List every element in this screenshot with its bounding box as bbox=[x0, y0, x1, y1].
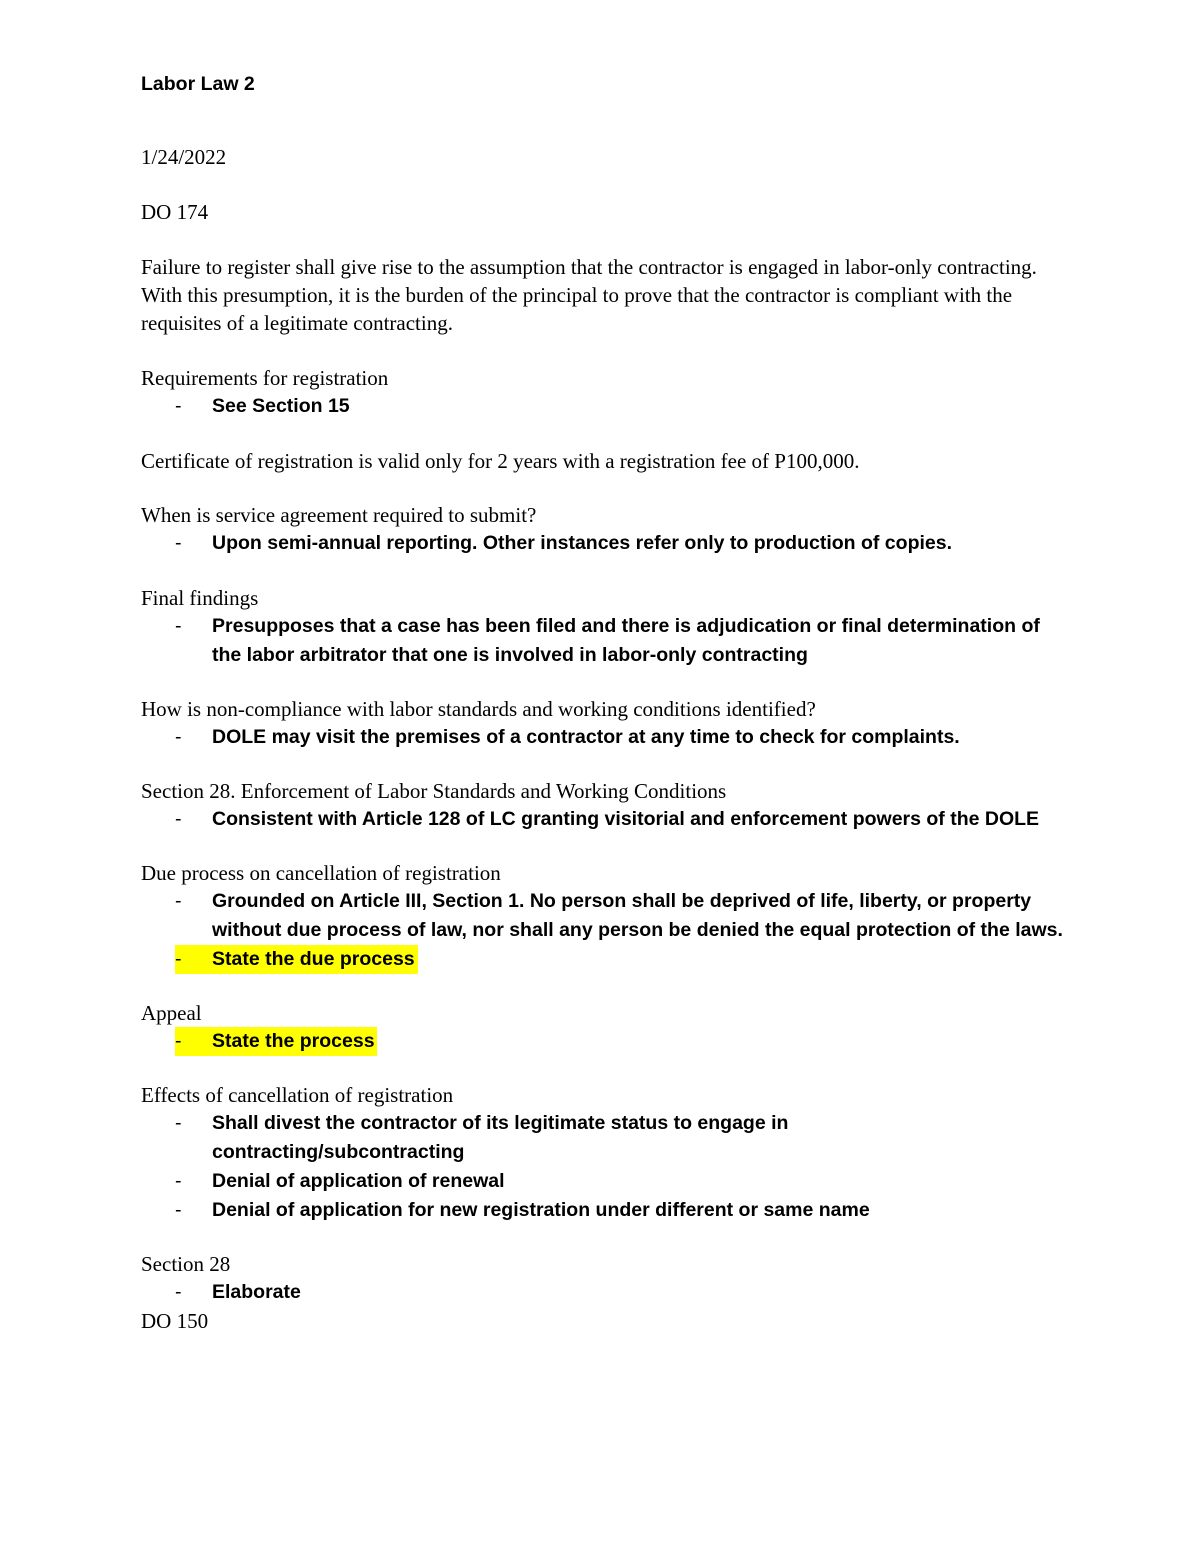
do-174-heading: DO 174 bbox=[141, 200, 209, 224]
document-title: Labor Law 2 bbox=[141, 73, 255, 95]
requirements-heading: Requirements for registration bbox=[141, 366, 389, 390]
list-item: - Elaborate bbox=[141, 1278, 1071, 1307]
dash-marker: - bbox=[175, 808, 182, 830]
effects-list bbox=[141, 1109, 1071, 1225]
dash-marker: - bbox=[175, 1112, 182, 1134]
list-item: - See Section 15 bbox=[141, 392, 1071, 421]
list-item: - Shall divest the contractor of its legitimate status to engage in contracting/subcontracting bbox=[141, 1109, 1071, 1167]
section-28-enforcement-heading: Section 28. Enforcement of Labor Standards and Working Conditions bbox=[141, 779, 727, 803]
section-28-list bbox=[141, 1278, 1071, 1307]
list-item: - Denial of application of renewal bbox=[141, 1167, 1071, 1196]
due-process-list bbox=[141, 887, 1071, 974]
non-compliance-heading: How is non-compliance with labor standards and working conditions identified? bbox=[141, 697, 816, 721]
dash-marker: - bbox=[175, 726, 182, 748]
section-28-heading: Section 28 bbox=[141, 1252, 231, 1276]
appeal-heading: Appeal bbox=[141, 1001, 202, 1025]
do-150-heading: DO 150 bbox=[141, 1309, 209, 1333]
dash-marker: - bbox=[175, 1281, 182, 1303]
list-item: - Grounded on Article III, Section 1. No person shall be deprived of life, liberty, or property without due process of law, nor shall any person be denied the equal protection of the laws. bbox=[141, 887, 1071, 945]
final-findings-heading: Final findings bbox=[141, 586, 259, 610]
dash-marker: - bbox=[175, 615, 182, 637]
dash-marker: - bbox=[175, 532, 182, 554]
non-compliance-list bbox=[141, 723, 1071, 752]
requirements-list bbox=[141, 392, 1071, 421]
dash-marker: - bbox=[175, 1030, 182, 1052]
list-item: - Consistent with Article 128 of LC granting visitorial and enforcement powers of the DOLE bbox=[141, 805, 1071, 834]
dash-marker: - bbox=[175, 890, 182, 912]
service-agreement-list bbox=[141, 529, 1071, 558]
appeal-list bbox=[141, 1027, 1071, 1056]
dash-marker: - bbox=[175, 1170, 182, 1192]
failure-to-register-paragraph: Failure to register shall give rise to the assumption that the contractor is engaged in labor-only contracting. With this presumption, it is the burden of the principal to prove that the contractor is compliant with the requisites of a legitimate contracting. bbox=[141, 255, 1037, 335]
list-item: - DOLE may visit the premises of a contractor at any time to check for complaints. bbox=[141, 723, 1071, 752]
document-page bbox=[141, 70, 1071, 1335]
effects-heading: Effects of cancellation of registration bbox=[141, 1083, 454, 1107]
service-agreement-heading: When is service agreement required to submit? bbox=[141, 503, 537, 527]
certificate-paragraph: Certificate of registration is valid only for 2 years with a registration fee of P100,000. bbox=[141, 449, 860, 473]
section-28-enforcement-list bbox=[141, 805, 1071, 834]
due-process-heading: Due process on cancellation of registration bbox=[141, 861, 501, 885]
highlighted-list-item: - State the process bbox=[141, 1027, 1071, 1056]
date-line: 1/24/2022 bbox=[141, 145, 227, 169]
highlighted-list-item: - State the due process bbox=[141, 945, 1071, 974]
dash-marker: - bbox=[175, 395, 182, 417]
dash-marker: - bbox=[175, 948, 182, 970]
list-item: - Denial of application for new registration under different or same name bbox=[141, 1196, 1071, 1225]
dash-marker: - bbox=[175, 1199, 182, 1221]
list-item: - Presupposes that a case has been filed and there is adjudication or final determination of the labor arbitrator that one is involved in labor-only contracting bbox=[141, 612, 1071, 670]
list-item: - Upon semi-annual reporting. Other instances refer only to production of copies. bbox=[141, 529, 1071, 558]
final-findings-list bbox=[141, 612, 1071, 670]
